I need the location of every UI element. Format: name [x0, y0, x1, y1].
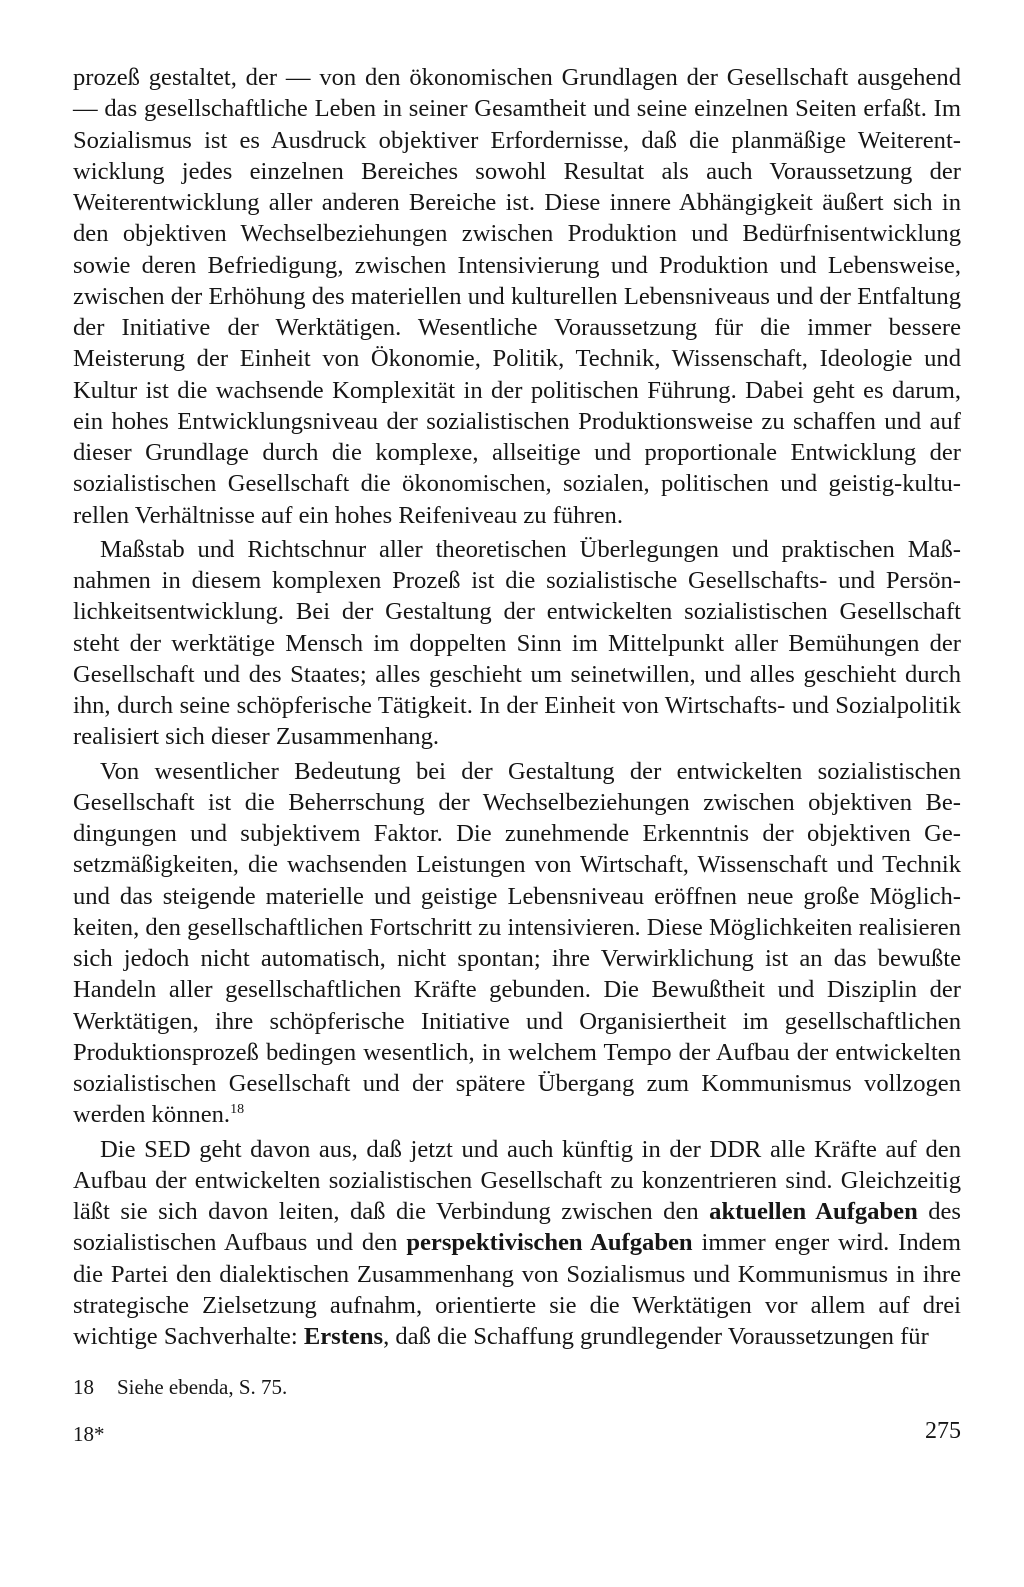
- emphasized-text: aktuellen Aufgaben: [709, 1198, 918, 1225]
- paragraph-text: des sozialistischen Aufbaus und den: [73, 1198, 962, 1257]
- paragraph-text: Die SED geht davon aus, daß jetzt und auch künftig in der DDR alle Kräfte auf den Aufbau der entwickelten sozialistischen Gesellschaft zu konzentrieren sind. Gleichzeitig läßt sie sich davon leiten, daß die Verbindung zwischen den: [73, 1135, 961, 1225]
- emphasized-text: perspektivischen Aufgaben: [406, 1229, 693, 1257]
- paragraph: [73, 1134, 961, 1353]
- paragraph: [73, 534, 961, 753]
- paragraph-text: prozeß gestaltet, der — von den ökonomischen Grundlagen der Gesellschaft ausgehend — das gesellschaftliche Leben in seiner Gesamtheit und seine einzelnen Seiten erfaßt. Im Sozialismus ist es Ausdruck objektiver Erfordernisse, daß die planmäßige Weiterentwicklung jedes einzelnen Bereiches sowohl Resultat als auch Voraussetzung der Weiterentwicklung aller anderen Bereiche ist. Diese innere Abhängigkeit äußert sich in den objektiven Wechselbeziehungen zwischen Produktion und Bedürfnisentwicklung sowie deren Befriedigung, zwischen Intensivierung und Produktion und Lebensweise, zwischen der Erhöhung des materiellen und kulturellen Lebensniveaus und der Entfaltung der Initiative der Werktätigen. Wesentliche Voraussetzung für die immer bessere Meisterung der Einheit von Ökonomie, Politik, Technik, Wissenschaft, Ideologie und Kultur ist die wachsende Komplexität in der politischen Führung. Dabei geht es darum, ein hohes Entwicklungsniveau der sozialistischen Produktionsweise zu schaffen und auf dieser Grundlage durch die komplexe, allseitige und proportionale Entwicklung der sozialistischen Gesellschaft die ökonomischen, sozialen, politischen und geistig-kulturellen Verhältnisse auf ein hohes Reifeniveau zu führen.: [73, 64, 961, 529]
- page-number: 275: [925, 1418, 961, 1444]
- paragraph-text: Von wesentlicher Bedeutung bei der Gestaltung der entwickelten sozialistischen Gesellschaft ist die Beherrschung der Wechselbeziehungen zwischen objektiven Bedingungen und subjektivem Faktor. Die zunehmende Erkenntnis der objektiven Gesetzmäßigkeiten, die wachsenden Leistungen von Wirtschaft, Wissenschaft und Technik und das steigende materielle und geistige Lebensniveau eröffnen neue große Möglichkeiten, den gesellschaftlichen Fortschritt zu intensivieren. Diese Möglichkeiten realisieren sich jedoch nicht automatisch, nicht spontan; ihre Verwirklichung ist an das bewußte Handeln aller gesellschaftlichen Kräfte gebunden. Die Bewußtheit und Disziplin der Werktätigen, ihre schöpferische Initiative und Organisiertheit im gesellschaftlichen Produktionsprozeß bedingen wesentlich, in welchem Tempo der Aufbau der entwickelten sozialistischen Gesellschaft und der spätere Übergang zum Kommunismus vollzogen werden können.: [73, 757, 961, 1129]
- footnote-number: 18: [73, 1375, 94, 1399]
- emphasized-text: Erstens: [303, 1323, 384, 1350]
- paragraph: [73, 756, 961, 1131]
- footnote-reference: 18: [230, 1102, 245, 1118]
- paragraph-text: Maßstab und Richtschnur aller theoretischen Überlegungen und praktischen Maßnahmen in diesem komplexen Prozeß ist die sozialistische Gesellschafts- und Persönlichkeitsentwicklung. Bei der Gestaltung der entwickelten sozialistischen Gesellschaft steht der werktätige Mensch im doppelten Sinn im Mittelpunkt aller Bemühungen der Gesellschaft und des Staates; alles geschieht um seinetwillen, und alles geschieht durch ihn, durch seine schöpferische Tätigkeit. In der Einheit von Wirtschafts- und Sozialpolitik realisiert sich dieser Zusammenhang.: [73, 535, 961, 751]
- paragraph-text: immer enger wird. Indem die Partei den dialektischen Zusammenhang von Sozialismus und Kommunismus in ihre strategische Zielsetzung aufnahm, orientierte sie die Werktätigen vor allem auf drei wichtige Sachverhalte:: [73, 1229, 961, 1350]
- paragraph: [73, 62, 961, 531]
- signature-mark: 18*: [73, 1422, 105, 1446]
- main-text: [73, 62, 961, 1352]
- footnote-text: Siehe ebenda, S. 75.: [117, 1375, 288, 1399]
- paragraph-text: , daß die Schaffung grundlegender Voraussetzungen für: [383, 1323, 929, 1350]
- footnote: [73, 1373, 287, 1401]
